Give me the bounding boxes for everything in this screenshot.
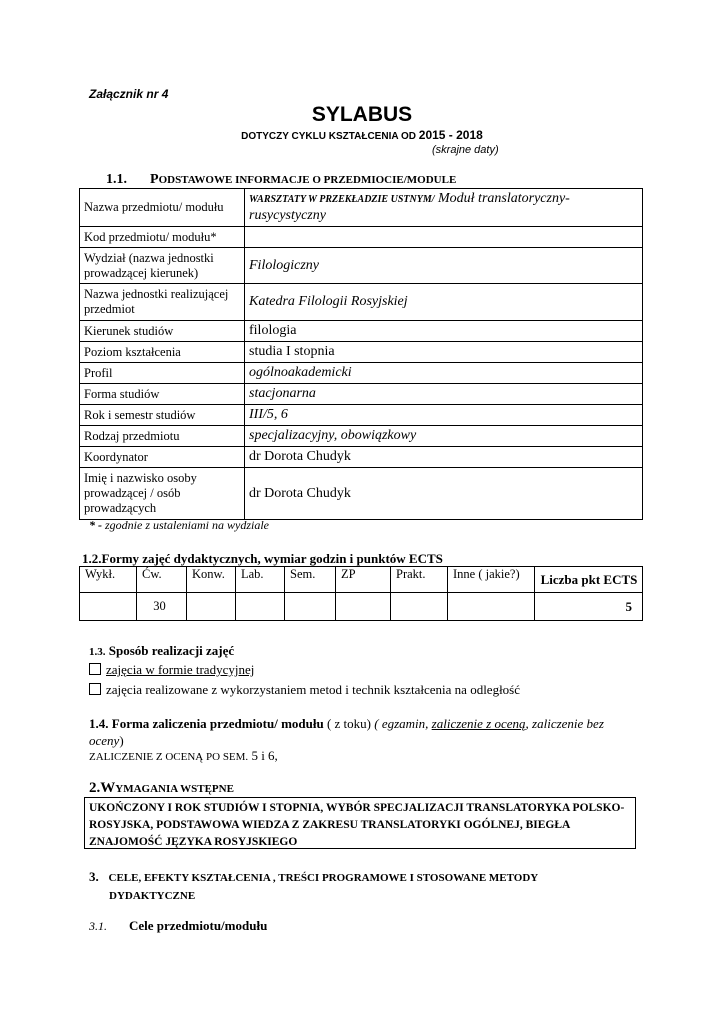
row-label: Wydział (nazwa jednostki prowadzącej kierunek) <box>80 248 245 284</box>
row-value: dr Dorota Chudyk <box>245 468 643 520</box>
row-value: ogólnoakademicki <box>245 363 643 384</box>
assessment-value <box>89 748 278 764</box>
table-row <box>80 227 643 248</box>
table-cell <box>391 593 448 621</box>
row-value <box>245 189 643 227</box>
row-value <box>245 227 643 248</box>
row-value: Filologiczny <box>245 248 643 284</box>
table-cell-ects: 5 <box>535 593 643 621</box>
table-cell <box>336 593 391 621</box>
section-number: 3.1. <box>89 919 107 933</box>
table-row <box>80 384 643 405</box>
cycle-line <box>0 128 724 142</box>
row-value: specjalizacyjny, obowiązkowy <box>245 426 643 447</box>
col-header: Konw. <box>187 567 236 593</box>
row-label: Rok i semestr studiów <box>80 405 245 426</box>
prerequisites-box: UKOŃCZONY I ROK STUDIÓW I STOPNIA, WYBÓR SPECJALIZACJI TRANSLATORYKA POLSKO-ROSYJSKA, PODSTAWOWA WIEDZA Z ZAKRESU TRANSLATORYKI OGÓLNEJ, BIEGŁA ZNAJOMOŚĆ JĘZYKA ROSYJSKIEGO <box>84 797 636 849</box>
section-number: 1.1. <box>106 172 127 187</box>
table-cell <box>285 593 336 621</box>
table-row <box>80 284 643 321</box>
checkbox-icon[interactable] <box>89 683 101 695</box>
table-row <box>80 447 643 468</box>
assessment-sem: 5 i 6, <box>248 748 278 763</box>
heading-rest: ODSTAWOWE INFORMACJE O PRZEDMIOCIE/MODULE <box>158 174 457 186</box>
table-cell <box>187 593 236 621</box>
col-header-ects: Liczba pkt ECTS <box>535 567 643 593</box>
heading-line-2: DYDAKTYCZNE <box>109 890 196 902</box>
row-value: stacjonarna <box>245 384 643 405</box>
heading-first-letter: P <box>150 172 159 187</box>
table-cell: 30 <box>137 593 187 621</box>
row-label: Profil <box>80 363 245 384</box>
row-label: Kod przedmiotu/ modułu* <box>80 227 245 248</box>
table-row <box>80 468 643 520</box>
row-value: dr Dorota Chudyk <box>245 447 643 468</box>
col-header: Inne ( jakie?) <box>448 567 535 593</box>
section-close: ) <box>119 733 124 748</box>
table-row <box>80 321 643 342</box>
row-value: studia I stopnia <box>245 342 643 363</box>
option-graded: zaliczenie z oceną <box>431 716 526 731</box>
option-remote[interactable] <box>89 682 520 698</box>
table-row <box>80 363 643 384</box>
table-row <box>80 405 643 426</box>
section-number: 3. <box>89 869 99 884</box>
basic-info-table <box>79 188 643 520</box>
col-header: Wykł. <box>80 567 137 593</box>
range-note: (skrajne daty) <box>432 144 499 156</box>
option-exam: ( egzamin, <box>374 716 432 731</box>
document-title: SYLABUS <box>311 103 413 126</box>
assessment-caps: ZALICZENIE Z OCENĄ PO SEM. <box>89 751 249 763</box>
section-number: 1.3. <box>89 646 106 658</box>
footnote-text: zgodnie z ustaleniami na wydziale <box>102 518 269 532</box>
table-row <box>80 189 643 227</box>
row-label: Imię i nazwisko osoby prowadzącej / osób prowadzących <box>80 468 245 520</box>
table-cell <box>80 593 137 621</box>
option-ungraded: , zaliczenie bez oceny <box>89 716 604 748</box>
section-1-2-heading: 1.2.Formy zajęć dydaktycznych, wymiar godzin i punktów ECTS <box>82 551 443 566</box>
row-label: Nazwa jednostki realizującej przedmiot <box>80 284 245 321</box>
cycle-years: 2015 - 2018 <box>418 128 483 142</box>
table-row <box>80 342 643 363</box>
class-forms-table <box>79 566 643 621</box>
row-label: Poziom kształcenia <box>80 342 245 363</box>
table-row <box>80 593 643 621</box>
heading-text: CELE, EFEKTY KSZTAŁCENIA , TREŚCI PROGRAMOWE I STOSOWANE METODY <box>108 872 539 884</box>
course-name-caps: WARSZTATY W PRZEKŁADZIE USTNYM/ <box>249 194 435 205</box>
cycle-label: DOTYCZY CYKLU KSZTAŁCENIA OD <box>241 131 416 142</box>
section-1-3-heading <box>89 643 234 659</box>
row-label: Forma studiów <box>80 384 245 405</box>
option-label: zajęcia w formie tradycyjnej <box>106 662 255 677</box>
row-label: Nazwa przedmiotu/ modułu <box>80 189 245 227</box>
section-3-1-heading <box>89 918 267 934</box>
row-value: III/5, 6 <box>245 405 643 426</box>
heading-rest: YMAGANIA WSTĘPNE <box>115 783 234 795</box>
table-row <box>80 248 643 284</box>
section-2-heading <box>89 780 234 797</box>
row-value: Katedra Filologii Rosyjskiej <box>245 284 643 321</box>
col-header: Prakt. <box>391 567 448 593</box>
row-label: Kierunek studiów <box>80 321 245 342</box>
section-mid: ( z toku) <box>323 716 375 731</box>
col-header: Lab. <box>236 567 285 593</box>
table-cell <box>236 593 285 621</box>
option-label: zajęcia realizowane z wykorzystaniem metod i technik kształcenia na odległość <box>106 682 521 697</box>
section-title: 1.4. Forma zaliczenia przedmiotu/ modułu <box>89 716 324 731</box>
section-3-heading <box>89 868 538 905</box>
table-header-row <box>80 567 643 593</box>
annex-label: Załącznik nr 4 <box>89 87 169 101</box>
section-title: Sposób realizacji zajęć <box>105 643 235 658</box>
section-1-4 <box>89 715 629 749</box>
col-header: ZP <box>336 567 391 593</box>
table-cell <box>448 593 535 621</box>
col-header: Sem. <box>285 567 336 593</box>
option-traditional[interactable] <box>89 662 254 678</box>
col-header: Ćw. <box>137 567 187 593</box>
footnote-mark: * - <box>89 518 102 532</box>
row-label: Rodzaj przedmiotu <box>80 426 245 447</box>
course-name: Moduł translatoryczny-rusycystyczny <box>249 191 570 223</box>
row-label: Koordynator <box>80 447 245 468</box>
section-number: 2. <box>89 780 101 796</box>
section-title: Cele przedmiotu/modułu <box>129 918 268 933</box>
heading-line-1 <box>89 868 538 887</box>
checkbox-icon[interactable] <box>89 663 101 675</box>
section-1-1-heading <box>106 172 456 188</box>
table-row <box>80 426 643 447</box>
footnote <box>89 518 269 533</box>
row-value: filologia <box>245 321 643 342</box>
heading-first-letter: W <box>100 780 116 796</box>
